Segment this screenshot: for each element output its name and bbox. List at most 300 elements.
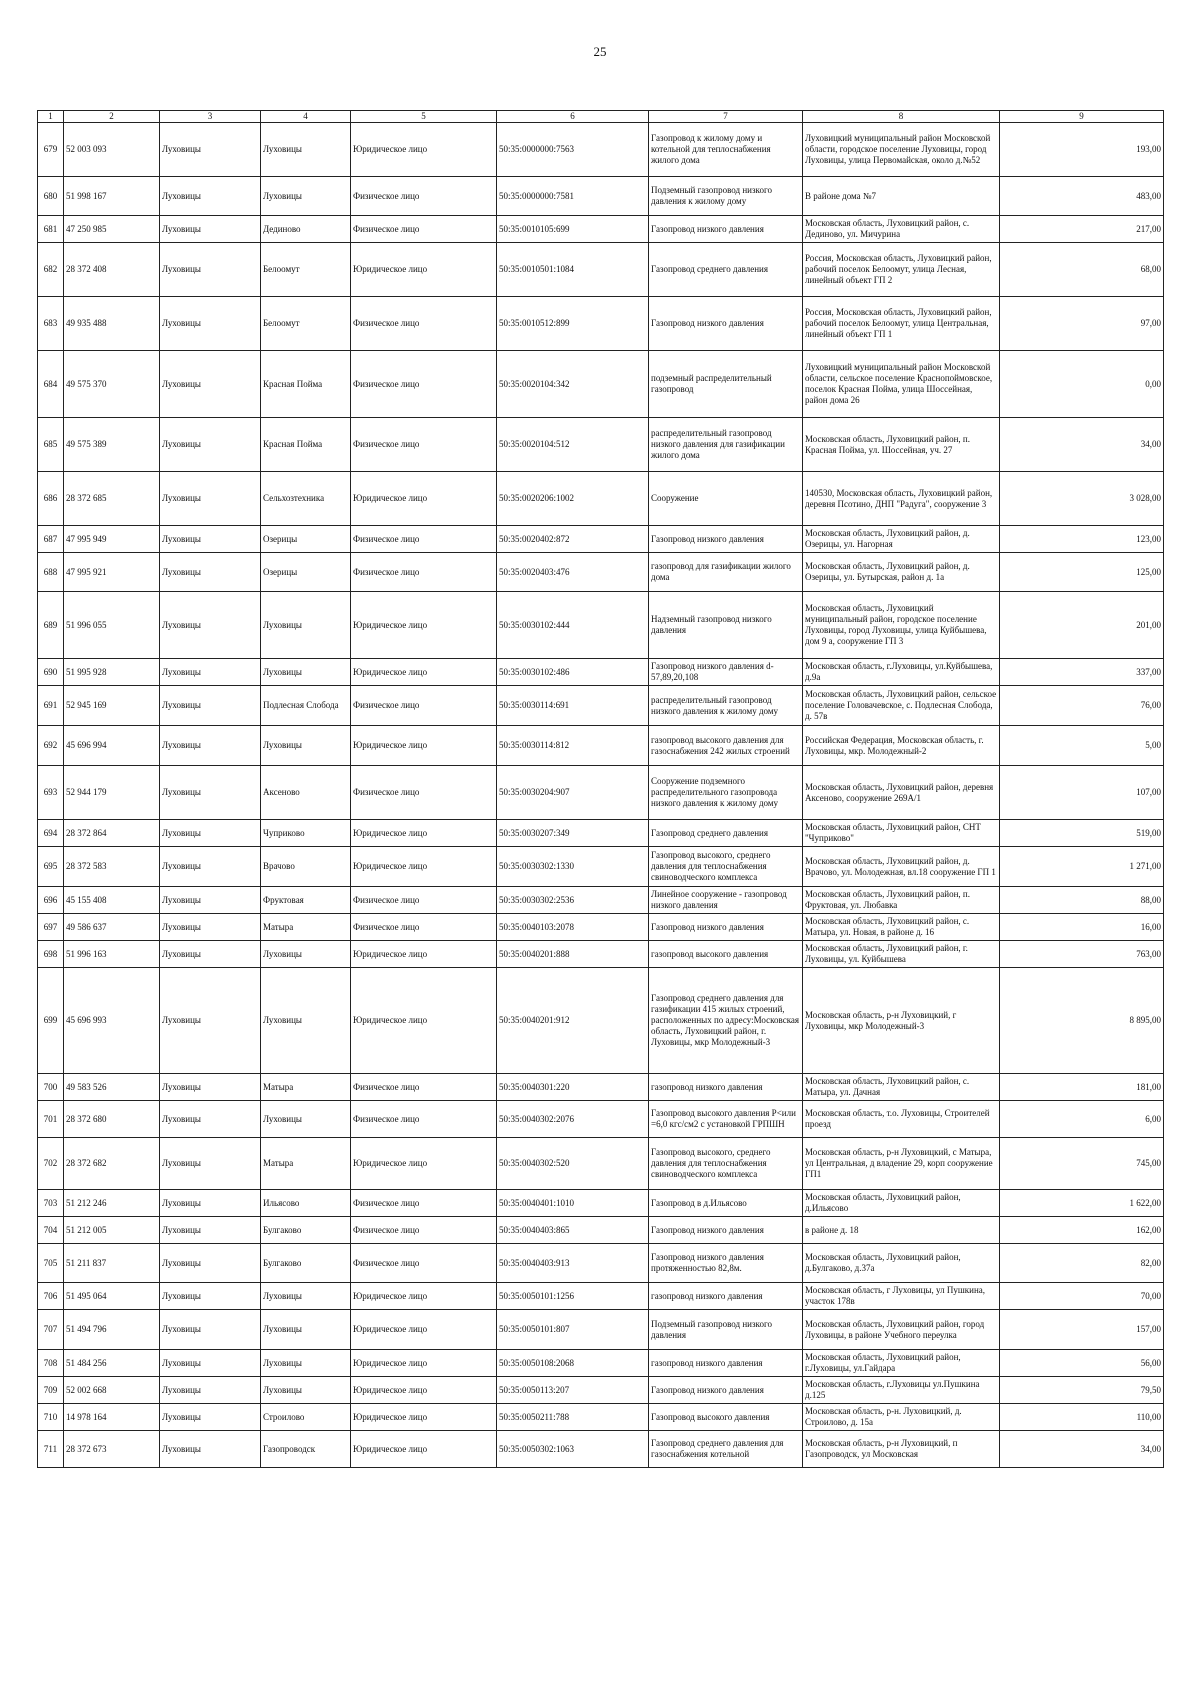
cadastral-number-cell: 50:35:0040201:888 bbox=[497, 941, 649, 968]
value-cell: 123,00 bbox=[1000, 526, 1164, 553]
district-cell: Луховицы bbox=[160, 472, 261, 526]
registry-code: 52 003 093 bbox=[64, 123, 160, 177]
registry-code: 28 372 680 bbox=[64, 1101, 160, 1138]
cadastral-number-cell: 50:35:0010512:899 bbox=[497, 297, 649, 351]
locality-cell: Сельхозтехника bbox=[261, 472, 351, 526]
value-cell: 181,00 bbox=[1000, 1074, 1164, 1101]
cadastral-number-cell: 50:35:0040302:2076 bbox=[497, 1101, 649, 1138]
district-cell: Луховицы bbox=[160, 1350, 261, 1377]
table-row bbox=[38, 472, 1164, 526]
registry-code: 51 212 246 bbox=[64, 1190, 160, 1217]
table-row bbox=[38, 1283, 1164, 1310]
value-cell: 201,00 bbox=[1000, 592, 1164, 659]
owner-type-cell: Физическое лицо bbox=[351, 418, 497, 472]
owner-type-cell: Юридическое лицо bbox=[351, 847, 497, 887]
registry-code: 28 372 682 bbox=[64, 1138, 160, 1190]
locality-cell: Озерицы bbox=[261, 526, 351, 553]
value-cell: 56,00 bbox=[1000, 1350, 1164, 1377]
address-cell: Московская область, р-н Луховицкий, с Матыра, ул Центральная, д владение 29, корп сооружение ГП1 bbox=[803, 1138, 1000, 1190]
cadastral-number-cell: 50:35:0010105:699 bbox=[497, 216, 649, 243]
address-cell: Московская область, Луховицкий район, СНТ "Чуприково" bbox=[803, 820, 1000, 847]
object-name-cell: газопровод низкого давления bbox=[649, 1074, 803, 1101]
table-row bbox=[38, 1431, 1164, 1468]
locality-cell: Луховицы bbox=[261, 726, 351, 766]
table-row bbox=[38, 1310, 1164, 1350]
value-cell: 107,00 bbox=[1000, 766, 1164, 820]
value-cell: 8 895,00 bbox=[1000, 968, 1164, 1074]
locality-cell: Белоомут bbox=[261, 297, 351, 351]
district-cell: Луховицы bbox=[160, 243, 261, 297]
registry-code: 51 998 167 bbox=[64, 177, 160, 216]
value-cell: 5,00 bbox=[1000, 726, 1164, 766]
owner-type-cell: Физическое лицо bbox=[351, 1244, 497, 1283]
cadastral-number-cell: 50:35:0030102:444 bbox=[497, 592, 649, 659]
address-cell: Московская область, Луховицкий район, д. Озерицы, ул. Нагорная bbox=[803, 526, 1000, 553]
table-row bbox=[38, 847, 1164, 887]
district-cell: Луховицы bbox=[160, 592, 261, 659]
row-number: 707 bbox=[38, 1310, 64, 1350]
row-number: 694 bbox=[38, 820, 64, 847]
district-cell: Луховицы bbox=[160, 1244, 261, 1283]
cadastral-number-cell: 50:35:0040401:1010 bbox=[497, 1190, 649, 1217]
address-cell: Московская область, Луховицкий район, п. Красная Пойма, ул. Шоссейная, уч. 27 bbox=[803, 418, 1000, 472]
owner-type-cell: Физическое лицо bbox=[351, 686, 497, 726]
object-name-cell: газопровод высокого давления для газоснабжения 242 жилых строений bbox=[649, 726, 803, 766]
table-row bbox=[38, 243, 1164, 297]
registry-code: 51 996 055 bbox=[64, 592, 160, 659]
cadastral-number-cell: 50:35:0040201:912 bbox=[497, 968, 649, 1074]
district-cell: Луховицы bbox=[160, 847, 261, 887]
row-number: 681 bbox=[38, 216, 64, 243]
district-cell: Луховицы bbox=[160, 123, 261, 177]
registry-code: 52 002 668 bbox=[64, 1377, 160, 1404]
district-cell: Луховицы bbox=[160, 1101, 261, 1138]
row-number: 702 bbox=[38, 1138, 64, 1190]
district-cell: Луховицы bbox=[160, 1431, 261, 1468]
table-row bbox=[38, 1190, 1164, 1217]
locality-cell: Белоомут bbox=[261, 243, 351, 297]
address-cell: Московская область, г.Луховицы ул.Пушкина д.125 bbox=[803, 1377, 1000, 1404]
object-name-cell: Газопровод среднего давления bbox=[649, 243, 803, 297]
registry-code: 51 494 796 bbox=[64, 1310, 160, 1350]
row-number: 704 bbox=[38, 1217, 64, 1244]
address-cell: Московская область, Луховицкий район, сельское поселение Головачевское, с. Подлесная Слобода, д. 57в bbox=[803, 686, 1000, 726]
registry-code: 28 372 685 bbox=[64, 472, 160, 526]
registry-code: 28 372 408 bbox=[64, 243, 160, 297]
value-cell: 125,00 bbox=[1000, 553, 1164, 592]
row-number: 687 bbox=[38, 526, 64, 553]
district-cell: Луховицы bbox=[160, 1190, 261, 1217]
object-name-cell: Газопровод низкого давления bbox=[649, 914, 803, 941]
row-number: 709 bbox=[38, 1377, 64, 1404]
column-header: 5 bbox=[351, 111, 497, 123]
row-number: 680 bbox=[38, 177, 64, 216]
owner-type-cell: Физическое лицо bbox=[351, 1101, 497, 1138]
cadastral-number-cell: 50:35:0000000:7563 bbox=[497, 123, 649, 177]
address-cell: Россия, Московская область, Луховицкий район, рабочий поселок Белоомут, улица Лесная, линейный объект ГП 2 bbox=[803, 243, 1000, 297]
table-row bbox=[38, 820, 1164, 847]
value-cell: 34,00 bbox=[1000, 1431, 1164, 1468]
locality-cell: Ильясово bbox=[261, 1190, 351, 1217]
object-name-cell: газопровод низкого давления bbox=[649, 1350, 803, 1377]
registry-code: 52 945 169 bbox=[64, 686, 160, 726]
registry-code: 28 372 864 bbox=[64, 820, 160, 847]
cadastral-number-cell: 50:35:0020104:342 bbox=[497, 351, 649, 418]
owner-type-cell: Физическое лицо bbox=[351, 887, 497, 914]
cadastral-number-cell: 50:35:0030302:2536 bbox=[497, 887, 649, 914]
cadastral-number-cell: 50:35:0020403:476 bbox=[497, 553, 649, 592]
table-row bbox=[38, 297, 1164, 351]
row-number: 695 bbox=[38, 847, 64, 887]
row-number: 699 bbox=[38, 968, 64, 1074]
value-cell: 68,00 bbox=[1000, 243, 1164, 297]
owner-type-cell: Физическое лицо bbox=[351, 1217, 497, 1244]
table-row bbox=[38, 553, 1164, 592]
locality-cell: Луховицы bbox=[261, 1101, 351, 1138]
object-name-cell: Газопровод к жилому дому и котельной для теплоснабжения жилого дома bbox=[649, 123, 803, 177]
registry-code: 51 212 005 bbox=[64, 1217, 160, 1244]
cadastral-number-cell: 50:35:0030207:349 bbox=[497, 820, 649, 847]
owner-type-cell: Физическое лицо bbox=[351, 216, 497, 243]
address-cell: Московская область, Луховицкий район, г.Луховицы, ул.Гайдара bbox=[803, 1350, 1000, 1377]
value-cell: 88,00 bbox=[1000, 887, 1164, 914]
value-cell: 483,00 bbox=[1000, 177, 1164, 216]
column-header: 8 bbox=[803, 111, 1000, 123]
address-cell: Луховицкий муниципальный район Московской области, сельское поселение Краснопоймовское, поселок Красная Пойма, улица Шоссейная, район дома 26 bbox=[803, 351, 1000, 418]
owner-type-cell: Физическое лицо bbox=[351, 1074, 497, 1101]
cadastral-number-cell: 50:35:0010501:1084 bbox=[497, 243, 649, 297]
locality-cell: Строилово bbox=[261, 1404, 351, 1431]
district-cell: Луховицы bbox=[160, 941, 261, 968]
owner-type-cell: Юридическое лицо bbox=[351, 1310, 497, 1350]
address-cell: Российская Федерация, Московская область, г. Луховицы, мкр. Молодежный-2 bbox=[803, 726, 1000, 766]
cadastral-number-cell: 50:35:0050101:807 bbox=[497, 1310, 649, 1350]
locality-cell: Луховицы bbox=[261, 941, 351, 968]
value-cell: 82,00 bbox=[1000, 1244, 1164, 1283]
cadastral-number-cell: 50:35:0050113:207 bbox=[497, 1377, 649, 1404]
table-row bbox=[38, 592, 1164, 659]
locality-cell: Врачово bbox=[261, 847, 351, 887]
district-cell: Луховицы bbox=[160, 1377, 261, 1404]
table-row bbox=[38, 1217, 1164, 1244]
object-name-cell: Газопровод высокого, среднего давления для теплоснабжения свиноводческого комплекса bbox=[649, 1138, 803, 1190]
address-cell: Московская область, Луховицкий район, с. Матыра, ул. Новая, в районе д. 16 bbox=[803, 914, 1000, 941]
owner-type-cell: Физическое лицо bbox=[351, 1190, 497, 1217]
table-row bbox=[38, 686, 1164, 726]
owner-type-cell: Юридическое лицо bbox=[351, 243, 497, 297]
object-name-cell: подземный распределительный газопровод bbox=[649, 351, 803, 418]
owner-type-cell: Юридическое лицо bbox=[351, 1431, 497, 1468]
district-cell: Луховицы bbox=[160, 887, 261, 914]
row-number: 682 bbox=[38, 243, 64, 297]
column-header: 2 bbox=[64, 111, 160, 123]
locality-cell: Аксеново bbox=[261, 766, 351, 820]
address-cell: Московская область, Луховицкий район, д.Булгаково, д.37а bbox=[803, 1244, 1000, 1283]
registry-code: 49 575 389 bbox=[64, 418, 160, 472]
cadastral-number-cell: 50:35:0050101:1256 bbox=[497, 1283, 649, 1310]
locality-cell: Луховицы bbox=[261, 1310, 351, 1350]
locality-cell: Луховицы bbox=[261, 1283, 351, 1310]
address-cell: Московская область, Луховицкий район, деревня Аксеново, сооружение 269А/1 bbox=[803, 766, 1000, 820]
district-cell: Луховицы bbox=[160, 1283, 261, 1310]
district-cell: Луховицы bbox=[160, 1310, 261, 1350]
district-cell: Луховицы bbox=[160, 1404, 261, 1431]
row-number: 703 bbox=[38, 1190, 64, 1217]
object-name-cell: Газопровод низкого давления bbox=[649, 526, 803, 553]
cadastral-number-cell: 50:35:0030102:486 bbox=[497, 659, 649, 686]
locality-cell: Матыра bbox=[261, 1138, 351, 1190]
table-row bbox=[38, 1074, 1164, 1101]
row-number: 708 bbox=[38, 1350, 64, 1377]
district-cell: Луховицы bbox=[160, 351, 261, 418]
object-name-cell: Надземный газопровод низкого давления bbox=[649, 592, 803, 659]
column-header: 7 bbox=[649, 111, 803, 123]
row-number: 685 bbox=[38, 418, 64, 472]
page-number: 25 bbox=[593, 44, 607, 59]
object-name-cell: газопровод высокого давления bbox=[649, 941, 803, 968]
address-cell: Московская область, Луховицкий район, с. Матыра, ул. Дачная bbox=[803, 1074, 1000, 1101]
value-cell: 6,00 bbox=[1000, 1101, 1164, 1138]
object-name-cell: Газопровод в д.Ильясово bbox=[649, 1190, 803, 1217]
object-name-cell: Газопровод низкого давления bbox=[649, 1377, 803, 1404]
register-body bbox=[38, 123, 1164, 1468]
value-cell: 97,00 bbox=[1000, 297, 1164, 351]
row-number: 684 bbox=[38, 351, 64, 418]
registry-code: 51 484 256 bbox=[64, 1350, 160, 1377]
locality-cell: Луховицы bbox=[261, 659, 351, 686]
locality-cell: Чуприково bbox=[261, 820, 351, 847]
district-cell: Луховицы bbox=[160, 418, 261, 472]
owner-type-cell: Физическое лицо bbox=[351, 526, 497, 553]
locality-cell: Озерицы bbox=[261, 553, 351, 592]
registry-code: 49 586 637 bbox=[64, 914, 160, 941]
object-name-cell: Газопровод низкого давления d-57,89,20,108 bbox=[649, 659, 803, 686]
value-cell: 16,00 bbox=[1000, 914, 1164, 941]
owner-type-cell: Юридическое лицо bbox=[351, 726, 497, 766]
object-name-cell: Газопровод среднего давления для газоснабжения котельной bbox=[649, 1431, 803, 1468]
value-cell: 217,00 bbox=[1000, 216, 1164, 243]
table-row bbox=[38, 914, 1164, 941]
object-name-cell: газопровод низкого давления bbox=[649, 1283, 803, 1310]
object-name-cell: Газопровод высокого давления bbox=[649, 1404, 803, 1431]
district-cell: Луховицы bbox=[160, 914, 261, 941]
row-number: 701 bbox=[38, 1101, 64, 1138]
table-row bbox=[38, 216, 1164, 243]
column-header: 1 bbox=[38, 111, 64, 123]
address-cell: Московская область, Луховицкий муниципальный район, городское поселение Луховицы, город Луховицы, улица Куйбышева, дом 9 а, сооружение ГП 3 bbox=[803, 592, 1000, 659]
locality-cell: Луховицы bbox=[261, 592, 351, 659]
owner-type-cell: Юридическое лицо bbox=[351, 659, 497, 686]
column-header: 4 bbox=[261, 111, 351, 123]
header-row bbox=[38, 111, 1164, 123]
registry-code: 28 372 583 bbox=[64, 847, 160, 887]
table-row bbox=[38, 968, 1164, 1074]
locality-cell: Луховицы bbox=[261, 123, 351, 177]
row-number: 679 bbox=[38, 123, 64, 177]
registry-code: 49 575 370 bbox=[64, 351, 160, 418]
address-cell: В районе дома №7 bbox=[803, 177, 1000, 216]
address-cell: Московская область, Луховицкий район, город Луховицы, в районе Учебного переулка bbox=[803, 1310, 1000, 1350]
cadastral-number-cell: 50:35:0020104:512 bbox=[497, 418, 649, 472]
table-row bbox=[38, 1350, 1164, 1377]
cadastral-number-cell: 50:35:0030114:691 bbox=[497, 686, 649, 726]
registry-code: 47 995 921 bbox=[64, 553, 160, 592]
object-name-cell: Подземный газопровод низкого давления bbox=[649, 1310, 803, 1350]
district-cell: Луховицы bbox=[160, 553, 261, 592]
registry-code: 45 696 994 bbox=[64, 726, 160, 766]
row-number: 696 bbox=[38, 887, 64, 914]
registry-code: 51 996 163 bbox=[64, 941, 160, 968]
locality-cell: Красная Пойма bbox=[261, 418, 351, 472]
cadastral-number-cell: 50:35:0040301:220 bbox=[497, 1074, 649, 1101]
value-cell: 0,00 bbox=[1000, 351, 1164, 418]
locality-cell: Луховицы bbox=[261, 968, 351, 1074]
owner-type-cell: Физическое лицо bbox=[351, 914, 497, 941]
owner-type-cell: Юридическое лицо bbox=[351, 1377, 497, 1404]
row-number: 688 bbox=[38, 553, 64, 592]
table-row bbox=[38, 941, 1164, 968]
cadastral-number-cell: 50:35:0030204:907 bbox=[497, 766, 649, 820]
object-name-cell: Линейное сооружение - газопровод низкого давления bbox=[649, 887, 803, 914]
cadastral-number-cell: 50:35:0030302:1330 bbox=[497, 847, 649, 887]
locality-cell: Газопроводск bbox=[261, 1431, 351, 1468]
value-cell: 34,00 bbox=[1000, 418, 1164, 472]
locality-cell: Дединово bbox=[261, 216, 351, 243]
row-number: 689 bbox=[38, 592, 64, 659]
value-cell: 1 622,00 bbox=[1000, 1190, 1164, 1217]
locality-cell: Подлесная Слобода bbox=[261, 686, 351, 726]
table-row bbox=[38, 766, 1164, 820]
row-number: 693 bbox=[38, 766, 64, 820]
column-header: 6 bbox=[497, 111, 649, 123]
table-row bbox=[38, 418, 1164, 472]
table-row bbox=[38, 887, 1164, 914]
address-cell: Московская область, Луховицкий район, д. Врачово, ул. Молодежная, вл.18 сооружение ГП 1 bbox=[803, 847, 1000, 887]
address-cell: Московская область, Луховицкий район, с. Дединово, ул. Мичурина bbox=[803, 216, 1000, 243]
row-number: 691 bbox=[38, 686, 64, 726]
registry-code: 51 995 928 bbox=[64, 659, 160, 686]
object-name-cell: Газопровод низкого давления протяженностью 82,8м. bbox=[649, 1244, 803, 1283]
row-number: 698 bbox=[38, 941, 64, 968]
district-cell: Луховицы bbox=[160, 1074, 261, 1101]
table-row bbox=[38, 351, 1164, 418]
cadastral-number-cell: 50:35:0050302:1063 bbox=[497, 1431, 649, 1468]
address-cell: Московская область, Луховицкий район, п. Фруктовая, ул. Любавка bbox=[803, 887, 1000, 914]
locality-cell: Луховицы bbox=[261, 1377, 351, 1404]
owner-type-cell: Юридическое лицо bbox=[351, 820, 497, 847]
locality-cell: Матыра bbox=[261, 914, 351, 941]
cadastral-number-cell: 50:35:0040403:913 bbox=[497, 1244, 649, 1283]
registry-code: 51 211 837 bbox=[64, 1244, 160, 1283]
row-number: 705 bbox=[38, 1244, 64, 1283]
cadastral-number-cell: 50:35:0020206:1002 bbox=[497, 472, 649, 526]
district-cell: Луховицы bbox=[160, 726, 261, 766]
row-number: 683 bbox=[38, 297, 64, 351]
table-row bbox=[38, 1101, 1164, 1138]
address-cell: Московская область, р-н Луховицкий, г Луховицы, мкр Молодежный-3 bbox=[803, 968, 1000, 1074]
object-name-cell: Газопровод среднего давления bbox=[649, 820, 803, 847]
address-cell: Московская область, р-н. Луховицкий, д. Строилово, д. 15а bbox=[803, 1404, 1000, 1431]
owner-type-cell: Физическое лицо bbox=[351, 177, 497, 216]
district-cell: Луховицы bbox=[160, 968, 261, 1074]
object-name-cell: Газопровод высокого давления Р<или =6,0 кгс/см2 с установкой ГРПШН bbox=[649, 1101, 803, 1138]
object-name-cell: Газопровод среднего давления для газификации 415 жилых строений, расположенных по адресу:Московская область, Луховицкий район, г. Луховицы, мкр Молодежный-3 bbox=[649, 968, 803, 1074]
locality-cell: Фруктовая bbox=[261, 887, 351, 914]
value-cell: 157,00 bbox=[1000, 1310, 1164, 1350]
column-header: 3 bbox=[160, 111, 261, 123]
value-cell: 337,00 bbox=[1000, 659, 1164, 686]
cadastral-number-cell: 50:35:0000000:7581 bbox=[497, 177, 649, 216]
locality-cell: Луховицы bbox=[261, 1350, 351, 1377]
registry-code: 49 583 526 bbox=[64, 1074, 160, 1101]
district-cell: Луховицы bbox=[160, 820, 261, 847]
row-number: 710 bbox=[38, 1404, 64, 1431]
owner-type-cell: Юридическое лицо bbox=[351, 1350, 497, 1377]
table-row bbox=[38, 526, 1164, 553]
object-name-cell: газопровод для газификации жилого дома bbox=[649, 553, 803, 592]
district-cell: Луховицы bbox=[160, 1138, 261, 1190]
row-number: 700 bbox=[38, 1074, 64, 1101]
owner-type-cell: Юридическое лицо bbox=[351, 472, 497, 526]
value-cell: 162,00 bbox=[1000, 1217, 1164, 1244]
owner-type-cell: Физическое лицо bbox=[351, 297, 497, 351]
row-number: 711 bbox=[38, 1431, 64, 1468]
address-cell: Московская область, Луховицкий район, д.Ильясово bbox=[803, 1190, 1000, 1217]
district-cell: Луховицы bbox=[160, 526, 261, 553]
object-name-cell: распределительный газопровод низкого давления к жилому дому bbox=[649, 686, 803, 726]
table-row bbox=[38, 1404, 1164, 1431]
owner-type-cell: Физическое лицо bbox=[351, 351, 497, 418]
cadastral-number-cell: 50:35:0050108:2068 bbox=[497, 1350, 649, 1377]
address-cell: Московская область, г Луховицы, ул Пушкина, участок 178в bbox=[803, 1283, 1000, 1310]
cadastral-number-cell: 50:35:0040403:865 bbox=[497, 1217, 649, 1244]
cadastral-number-cell: 50:35:0030114:812 bbox=[497, 726, 649, 766]
owner-type-cell: Юридическое лицо bbox=[351, 968, 497, 1074]
address-cell: в районе д. 18 bbox=[803, 1217, 1000, 1244]
value-cell: 745,00 bbox=[1000, 1138, 1164, 1190]
address-cell: Московская область, Луховицкий район, г. Луховицы, ул. Куйбышева bbox=[803, 941, 1000, 968]
table-row bbox=[38, 123, 1164, 177]
registry-code: 47 995 949 bbox=[64, 526, 160, 553]
locality-cell: Матыра bbox=[261, 1074, 351, 1101]
registry-code: 47 250 985 bbox=[64, 216, 160, 243]
locality-cell: Булгаково bbox=[261, 1217, 351, 1244]
value-cell: 193,00 bbox=[1000, 123, 1164, 177]
address-cell: 140530, Московская область, Луховицкий район, деревня Псотино, ДНП "Радуга", сооружение 3 bbox=[803, 472, 1000, 526]
registry-code: 49 935 488 bbox=[64, 297, 160, 351]
cadastral-number-cell: 50:35:0040103:2078 bbox=[497, 914, 649, 941]
registry-code: 52 944 179 bbox=[64, 766, 160, 820]
address-cell: Московская область, Луховицкий район, д. Озерицы, ул. Бутырская, район д. 1а bbox=[803, 553, 1000, 592]
row-number: 690 bbox=[38, 659, 64, 686]
district-cell: Луховицы bbox=[160, 177, 261, 216]
object-name-cell: Сооружение подземного распределительного газопровода низкого давления к жилому дому bbox=[649, 766, 803, 820]
row-number: 686 bbox=[38, 472, 64, 526]
row-number: 697 bbox=[38, 914, 64, 941]
owner-type-cell: Юридическое лицо bbox=[351, 123, 497, 177]
owner-type-cell: Юридическое лицо bbox=[351, 592, 497, 659]
district-cell: Луховицы bbox=[160, 659, 261, 686]
owner-type-cell: Юридическое лицо bbox=[351, 1138, 497, 1190]
table-row bbox=[38, 177, 1164, 216]
object-name-cell: Газопровод низкого давления bbox=[649, 216, 803, 243]
owner-type-cell: Юридическое лицо bbox=[351, 1404, 497, 1431]
cadastral-number-cell: 50:35:0040302:520 bbox=[497, 1138, 649, 1190]
owner-type-cell: Физическое лицо bbox=[351, 766, 497, 820]
locality-cell: Булгаково bbox=[261, 1244, 351, 1283]
object-name-cell: Газопровод высокого, среднего давления для теплоснабжения свиноводческого комплекса bbox=[649, 847, 803, 887]
district-cell: Луховицы bbox=[160, 297, 261, 351]
